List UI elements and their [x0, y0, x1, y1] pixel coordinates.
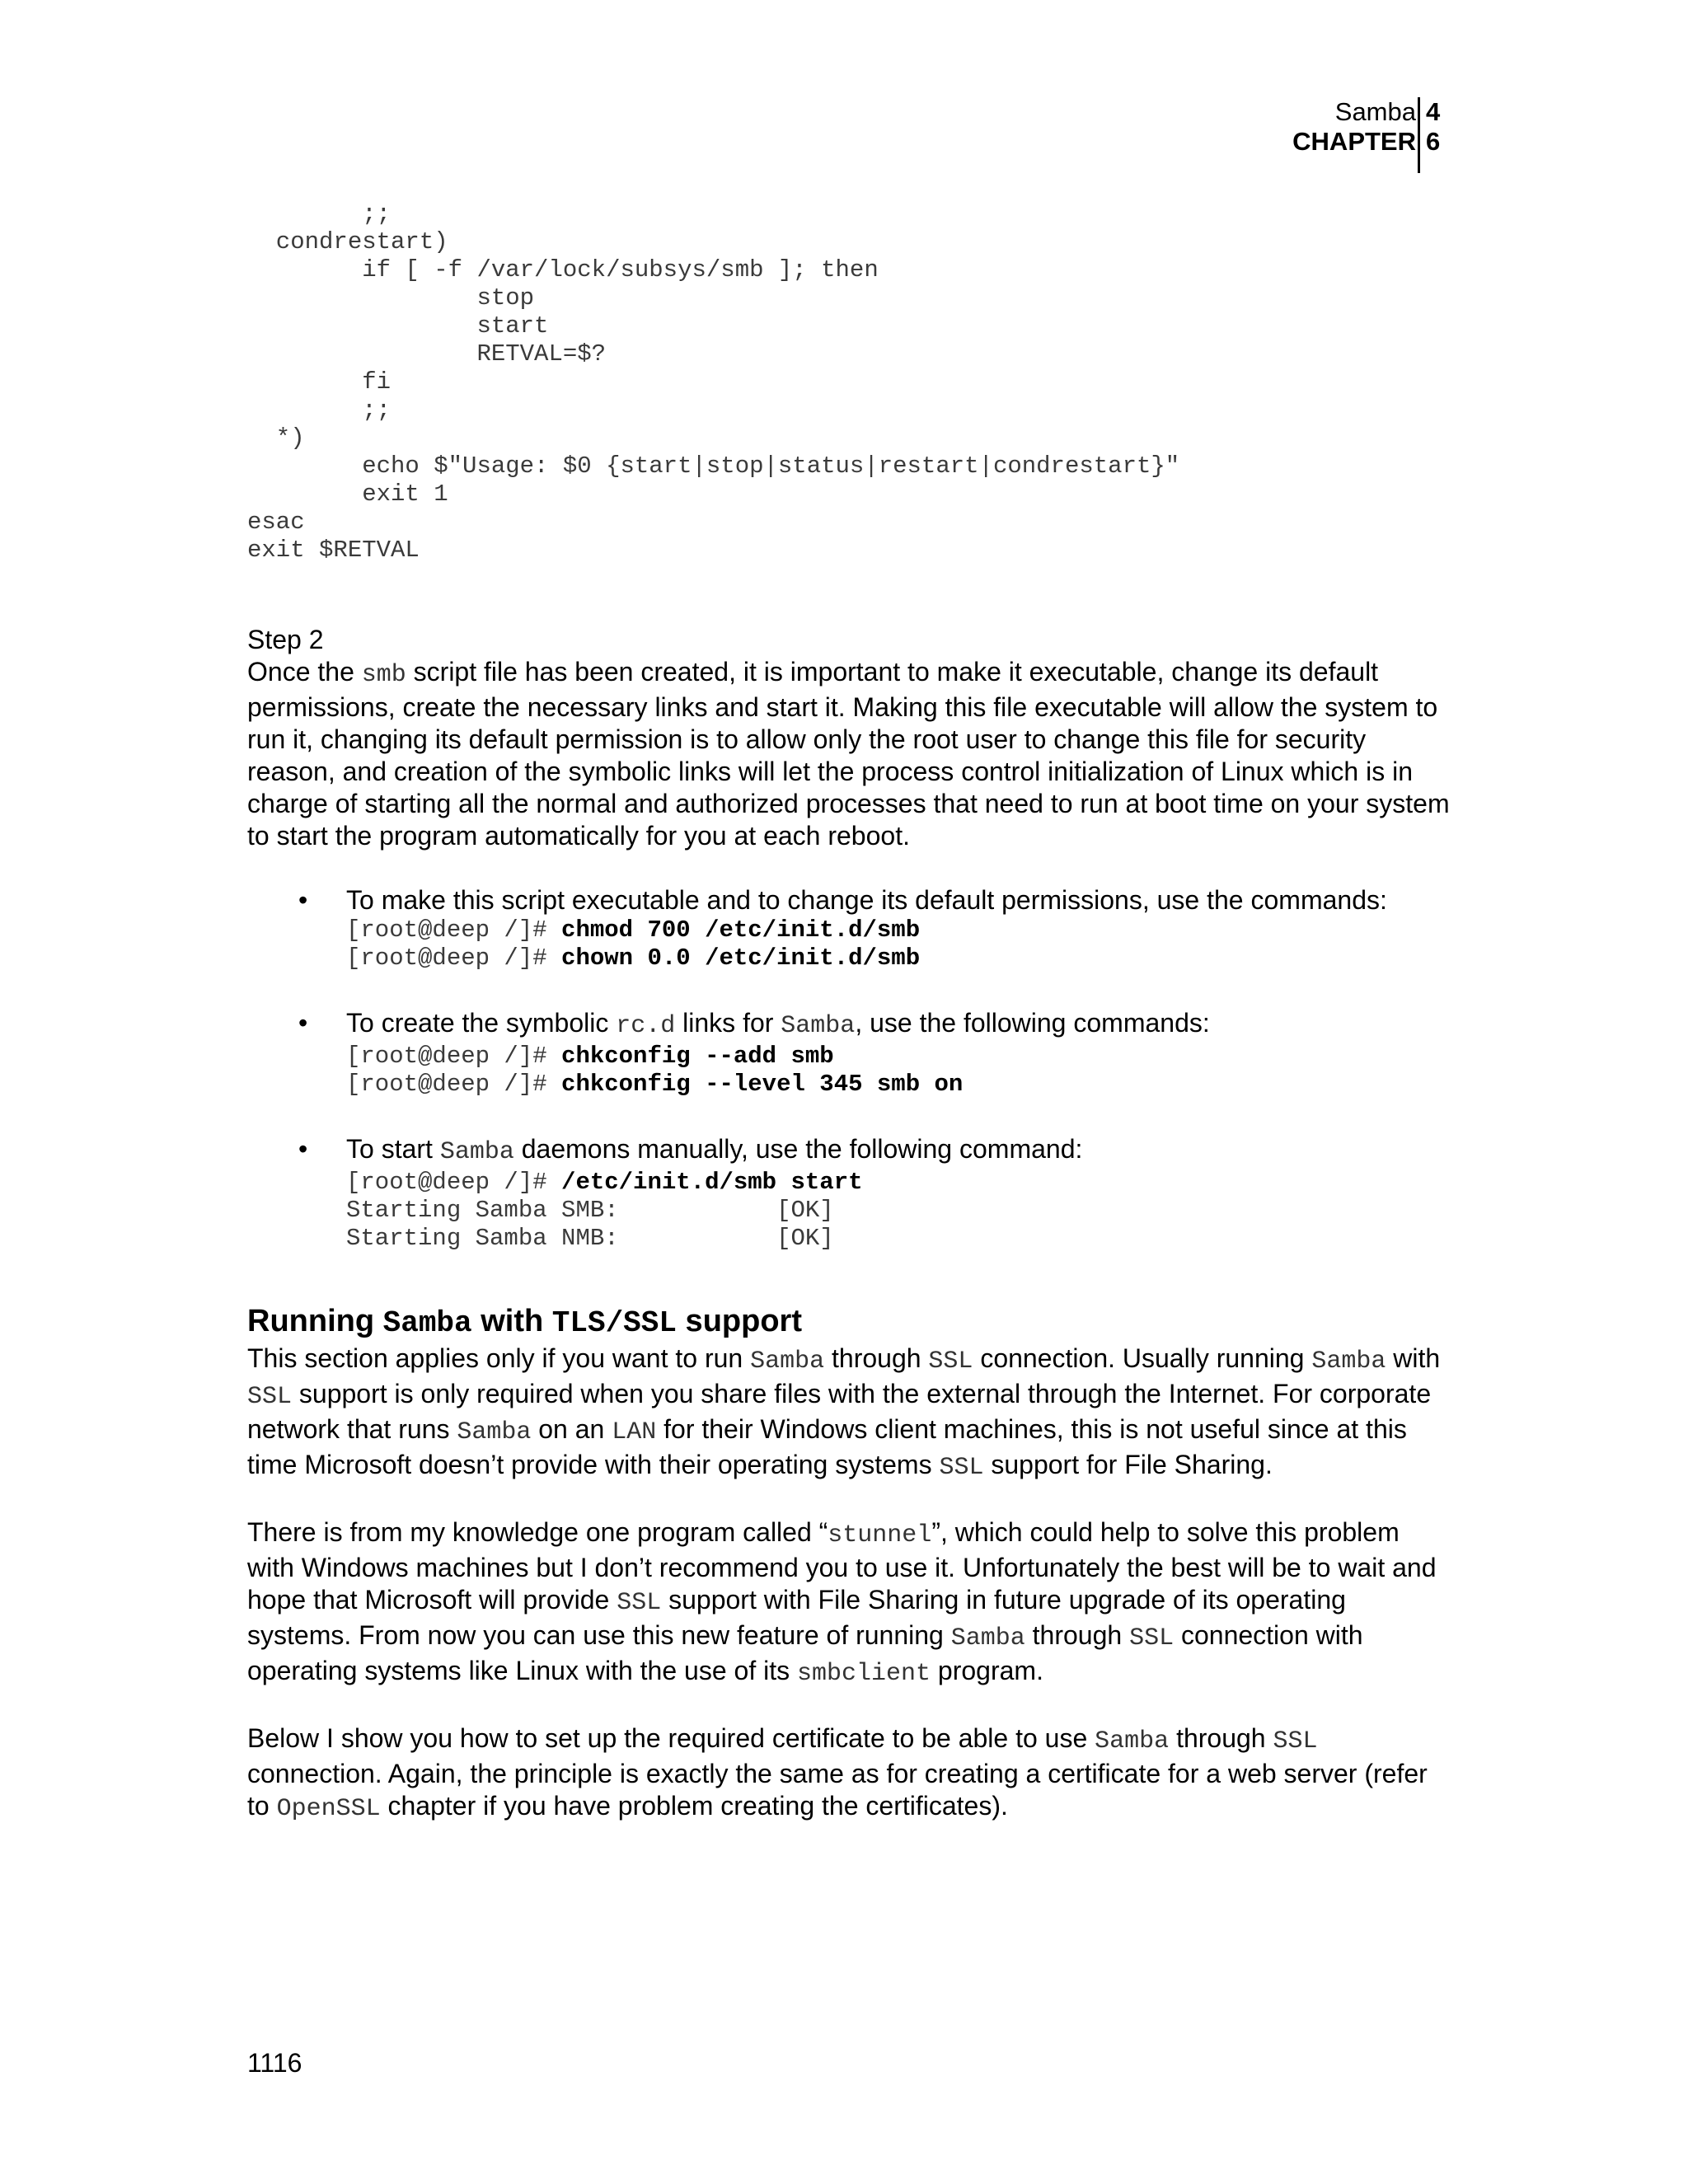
section-paragraph-3: [247, 1722, 1451, 1825]
step-2-paragraph: [247, 656, 1451, 852]
text-run: , use the following commands:: [855, 1008, 1210, 1038]
text-run: connection. Usually running: [973, 1343, 1312, 1373]
text-run: through: [824, 1343, 929, 1373]
bullet-icon: •: [298, 1008, 308, 1038]
command-output: Starting Samba NMB: [OK]: [346, 1225, 834, 1252]
shell-command: chkconfig --level 345 smb on: [561, 1071, 964, 1098]
page-number: 1116: [247, 2048, 302, 2078]
inline-code: SSL: [247, 1383, 293, 1411]
bullet-permissions: [247, 884, 1451, 972]
shell-prompt: [root@deep /]#: [346, 944, 562, 972]
bullet-text: [346, 884, 1451, 916]
inline-code: Samba: [382, 1306, 472, 1340]
bullet-start-daemons: [247, 1133, 1451, 1253]
inline-code: smb: [361, 661, 406, 689]
inline-code: Samba: [781, 1012, 856, 1040]
command-line: [346, 1071, 1451, 1099]
text-run: program.: [931, 1656, 1043, 1685]
running-header: [1292, 97, 1426, 157]
inline-code: Samba: [750, 1347, 825, 1376]
text-run: There is from my knowledge one program called “: [247, 1517, 828, 1547]
header-num-top: 4: [1426, 97, 1441, 126]
header-divider: [1418, 97, 1420, 173]
shell-prompt: [root@deep /]#: [346, 1169, 562, 1196]
text-run: on an: [531, 1414, 612, 1444]
command-line: [346, 1043, 1451, 1071]
inline-code: stunnel: [828, 1521, 932, 1549]
section-paragraph-1: [247, 1343, 1451, 1484]
bullet-icon: •: [298, 885, 308, 915]
text-run: To start: [346, 1134, 440, 1164]
text-run: connection. Again, the principle is exactly the same as for creating a certificate for a web server (refer to: [247, 1759, 1428, 1821]
header-chapter-label: CHAPTER: [1292, 127, 1416, 156]
inline-code: LAN: [612, 1418, 657, 1446]
main-content: [247, 624, 1451, 1825]
inline-code: Samba: [439, 1138, 514, 1166]
step-2-title: Step 2: [247, 625, 324, 654]
shell-prompt: [root@deep /]#: [346, 1043, 562, 1070]
text-run: with: [1386, 1343, 1441, 1373]
command-line: [346, 1169, 1451, 1197]
inline-code: Samba: [1311, 1347, 1386, 1376]
text-run: support with File Sharing in future upgrade of its operating systems. From now you can use this new feature of running: [247, 1585, 1346, 1650]
text-run: with: [471, 1304, 552, 1338]
shell-command: chown 0.0 /etc/init.d/smb: [561, 944, 921, 972]
text-run: Running: [247, 1304, 383, 1338]
text-run: This section applies only if you want to run: [247, 1343, 751, 1373]
inline-code: SSL: [1273, 1727, 1318, 1755]
command-output: Starting Samba SMB: [OK]: [346, 1197, 834, 1224]
command-line: [346, 944, 1451, 972]
inline-code: TLS/SSL: [551, 1306, 677, 1340]
header-chapter-number: [1426, 97, 1440, 157]
inline-code: rc.d: [616, 1012, 676, 1040]
inline-code: Samba: [1095, 1727, 1170, 1755]
section-paragraph-2: [247, 1516, 1451, 1690]
shell-command: chmod 700 /etc/init.d/smb: [561, 916, 921, 944]
inline-code: SSL: [617, 1589, 662, 1617]
text-run: support: [677, 1304, 802, 1338]
text-run: support for File Sharing.: [983, 1450, 1273, 1479]
text-run: for their Windows client machines, this is not useful since at this time Microsoft doesn’t provide with their operating systems: [247, 1414, 1407, 1479]
command-line: [346, 916, 1451, 944]
text-run: Once the: [247, 657, 362, 687]
bullet-symbolic-links: [247, 1007, 1451, 1099]
text-run: daemons manually, use the following command:: [513, 1134, 1083, 1164]
section-heading: [247, 1302, 1451, 1343]
text-run: script file has been created, it is important to make it executable, change its default permissions, create the necessary links and start it. Making this file executable will allow the system to run it, changing its default permission is to allow only the root user to change this file for security reason, and creation of the symbolic links will let the process control initialization of Linux which is in charge of starting all the normal and authorized processes that need to run at boot time on your system to start the program automatically for you at each reboot.: [247, 657, 1450, 851]
bullet-text: [346, 1007, 1451, 1043]
header-section-title: Samba: [1334, 97, 1416, 126]
init-script-code-block: ;; condrestart) if [ -f /var/lock/subsys/smb ]; then stop start RETVAL=$? fi ;; *) echo $"Usage: $0 {start|stop|status|restart|condrestart}" exit 1 esac exit $RETVAL: [247, 200, 1180, 564]
bullet-icon: •: [298, 1134, 308, 1164]
shell-prompt: [root@deep /]#: [346, 1071, 562, 1098]
shell-command: chkconfig --add smb: [561, 1043, 834, 1070]
inline-code: SSL: [928, 1347, 973, 1376]
text-run: ”, which could help to solve this problem with Windows machines but I don’t recommend you to use it. Unfortunately the best will be to wait and hope that Microsoft will provide: [247, 1517, 1437, 1615]
text-run: To make this script executable and to change its default permissions, use the commands:: [346, 885, 1387, 915]
text-run: connection with operating systems like Linux with the use of its: [247, 1620, 1363, 1685]
text-run: chapter if you have problem creating the certificates).: [380, 1791, 1008, 1821]
shell-prompt: [root@deep /]#: [346, 916, 562, 944]
text-run: support is only required when you share files with the external through the Internet. For corporate network that runs: [247, 1379, 1432, 1444]
bullet-text: [346, 1133, 1451, 1169]
inline-code: smbclient: [796, 1660, 931, 1688]
inline-code: SSL: [1129, 1624, 1175, 1652]
text-run: To create the symbolic: [346, 1008, 617, 1038]
text-run: Below I show you how to set up the required certificate to be able to use: [247, 1723, 1095, 1753]
inline-code: SSL: [939, 1454, 984, 1482]
text-run: links for: [675, 1008, 781, 1038]
header-num-bottom: 6: [1426, 127, 1441, 156]
inline-code: Samba: [950, 1624, 1025, 1652]
text-run: through: [1025, 1620, 1130, 1650]
inline-code: Samba: [457, 1418, 532, 1446]
inline-code: OpenSSL: [276, 1795, 381, 1823]
text-run: through: [1169, 1723, 1273, 1753]
shell-command: /etc/init.d/smb start: [561, 1169, 863, 1196]
